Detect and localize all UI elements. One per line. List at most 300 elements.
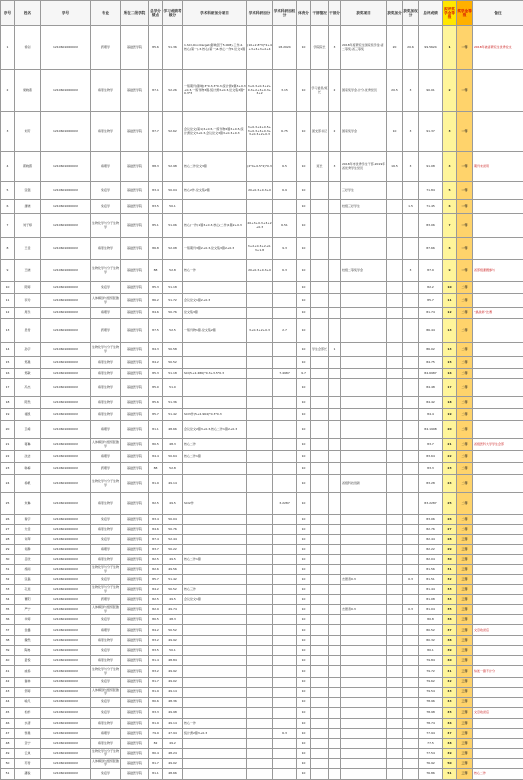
- table-cell: [329, 260, 341, 282]
- table-cell: 基础医学院: [121, 758, 149, 768]
- table-cell: [329, 409, 341, 421]
- table-cell: [247, 525, 273, 535]
- table-row: [1, 555, 523, 565]
- table-cell: 病原生物学: [91, 738, 121, 748]
- table-cell: [311, 565, 329, 575]
- table-cell: [273, 748, 297, 758]
- table-cell: 会议论文(第1)3+0.5,一般刊物2篇3+0.5,统计源论文3+0.3,会议论文3篇3+0.3+0.3: [183, 112, 247, 152]
- table-cell: 50.04: [163, 182, 183, 200]
- table-cell: 46: [443, 718, 457, 728]
- table-cell: [311, 615, 329, 625]
- table-cell: 三等: [457, 595, 473, 605]
- table-cell: [311, 605, 329, 615]
- table-cell: 12106010600XX: [41, 200, 91, 214]
- table-cell: [273, 397, 297, 409]
- table-cell: 三等: [457, 565, 473, 575]
- table-cell: [329, 625, 341, 636]
- table-cell: 91.37: [419, 112, 443, 152]
- table-cell: [403, 595, 419, 605]
- table-cell: 50.52: [163, 625, 183, 636]
- table-cell: [387, 748, 403, 758]
- table-cell: 50.76: [163, 308, 183, 319]
- table-cell: [403, 493, 419, 515]
- table-cell: 10: [297, 214, 311, 238]
- table-cell: 病原生物学: [91, 636, 121, 646]
- table-cell: 30: [443, 555, 457, 565]
- table-cell: [473, 515, 523, 525]
- table-cell: [387, 463, 403, 475]
- table-cell: [329, 475, 341, 493]
- table-cell: 一等: [457, 182, 473, 200]
- table-cell: [329, 636, 341, 646]
- col-header: 学术科研加分: [247, 1, 273, 26]
- table-cell: 10: [297, 575, 311, 585]
- table-cell: 99.5624: [419, 26, 443, 70]
- table-cell: 10: [297, 656, 311, 666]
- table-cell: 36: [1, 615, 15, 625]
- table-cell: 79.9: [149, 728, 163, 738]
- table-cell: [387, 357, 403, 369]
- table-cell: [341, 666, 387, 677]
- table-cell: 2018年被省研究生优秀论文: [473, 26, 523, 70]
- table-cell: 88.3: [149, 152, 163, 182]
- table-cell: 免疫学: [91, 575, 121, 585]
- table-cell: 2018年市优秀学生干部,2019年省优秀学生党员: [341, 152, 387, 182]
- table-cell: 52.62: [163, 112, 183, 152]
- table-cell: [273, 200, 297, 214]
- table-cell: [273, 615, 297, 625]
- table-cell: [473, 545, 523, 555]
- table-cell: [387, 687, 403, 697]
- table-cell: 1: [329, 343, 341, 357]
- table-cell: [341, 214, 387, 238]
- table-cell: 核心(一作)1篇3+0.3,核心(二作)1篇2+0.3: [183, 214, 247, 238]
- table-cell: [341, 515, 387, 525]
- table-row: [1, 343, 523, 357]
- table-cell: 二等: [457, 421, 473, 439]
- table-cell: 80.6: [149, 697, 163, 707]
- table-cell: (10+2.8*3)*2+4+3+3+3+2+4: [247, 26, 273, 70]
- table-cell: 17: [1, 379, 15, 397]
- table-cell: [473, 421, 523, 439]
- table-cell: 期刊未录用: [473, 152, 523, 182]
- table-cell: 9: [443, 260, 457, 282]
- table-cell: 三等: [457, 666, 473, 677]
- table-cell: [387, 319, 403, 343]
- table-cell: [183, 768, 247, 779]
- table-cell: [403, 421, 419, 439]
- table-cell: 沈洁: [15, 451, 41, 463]
- table-cell: 12106010600XX: [41, 545, 91, 555]
- table-cell: [273, 282, 297, 294]
- table-cell: 生物化学与分子生物学: [91, 260, 121, 282]
- table-cell: [473, 343, 523, 357]
- table-cell: [183, 656, 247, 666]
- table-cell: [183, 666, 247, 677]
- table-cell: [473, 738, 523, 748]
- table-cell: 81.1: [149, 768, 163, 779]
- col-header: 所在二级学院: [121, 1, 149, 26]
- table-cell: [403, 343, 419, 357]
- table-cell: 12106010600XX: [41, 238, 91, 260]
- table-cell: [403, 238, 419, 260]
- table-cell: 病原生物学: [91, 493, 121, 515]
- table-cell: 云岚: [15, 748, 41, 758]
- table-cell: [403, 697, 419, 707]
- table-cell: 三等: [457, 575, 473, 585]
- col-header: 干部情况: [311, 1, 329, 26]
- table-row: [1, 595, 523, 605]
- table-cell: 3: [1, 112, 15, 152]
- table-cell: [403, 615, 419, 625]
- table-cell: 基础医学院: [121, 677, 149, 687]
- table-cell: 84.48: [419, 379, 443, 397]
- table-cell: 二等: [457, 409, 473, 421]
- table-cell: 二等: [457, 379, 473, 397]
- table-cell: 51.72: [163, 294, 183, 308]
- table-cell: 基础医学院: [121, 421, 149, 439]
- table-cell: [247, 768, 273, 779]
- table-cell: 49: [1, 748, 15, 758]
- table-cell: [273, 636, 297, 646]
- table-row: [1, 718, 523, 728]
- table-cell: 会议论文1篇: [183, 595, 247, 605]
- table-cell: 药理学: [91, 463, 121, 475]
- table-cell: 1: [1, 26, 15, 70]
- table-cell: [473, 409, 523, 421]
- table-cell: [329, 728, 341, 738]
- table-cell: [403, 555, 419, 565]
- table-cell: 会议论文2篇3+0.3,核心二作1篇2+0.3: [183, 421, 247, 439]
- table-cell: [473, 585, 523, 595]
- table-cell: [341, 397, 387, 409]
- table-cell: [403, 439, 419, 451]
- table-cell: 基础医学院: [121, 319, 149, 343]
- table-cell: [329, 439, 341, 451]
- table-cell: 生物化学与分子生物学: [91, 748, 121, 758]
- table-cell: 77.94: [419, 728, 443, 738]
- table-cell: 84.2: [149, 625, 163, 636]
- table-cell: 0.3: [403, 605, 419, 615]
- table-cell: 10: [297, 200, 311, 214]
- table-row: [1, 636, 523, 646]
- table-cell: 51: [1, 768, 15, 779]
- table-cell: 7.4987: [273, 369, 297, 379]
- table-cell: [329, 535, 341, 545]
- table-cell: [473, 525, 523, 535]
- table-cell: 免疫学: [91, 282, 121, 294]
- table-cell: [183, 707, 247, 718]
- table-row: [1, 475, 523, 493]
- table-cell: [403, 656, 419, 666]
- table-cell: [387, 200, 403, 214]
- table-cell: 20.5: [387, 70, 403, 112]
- table-cell: [311, 515, 329, 525]
- table-cell: [473, 575, 523, 585]
- table-cell: 基础医学院: [121, 238, 149, 260]
- table-cell: 10: [297, 615, 311, 625]
- table-cell: [387, 636, 403, 646]
- table-cell: [403, 718, 419, 728]
- table-row: [1, 70, 523, 112]
- table-row: [1, 369, 523, 379]
- table-cell: [273, 595, 297, 605]
- table-cell: 基础医学院: [121, 555, 149, 565]
- table-cell: [183, 738, 247, 748]
- table-cell: [473, 748, 523, 758]
- table-cell: [403, 515, 419, 525]
- table-cell: 三等: [457, 605, 473, 615]
- table-cell: 曹阳: [15, 595, 41, 605]
- table-cell: 三等: [457, 656, 473, 666]
- table-cell: [387, 625, 403, 636]
- table-cell: [311, 379, 329, 397]
- table-cell: [247, 451, 273, 463]
- table-cell: 6.5: [273, 152, 297, 182]
- table-cell: 三好学生: [341, 182, 387, 200]
- table-row: [1, 575, 523, 585]
- table-cell: 人体解剖与组织胚胎学: [91, 294, 121, 308]
- col-header-highlight: 奖学金等级: [457, 1, 473, 26]
- table-cell: 12106010600XX: [41, 636, 91, 646]
- col-header: 学习成绩考核分: [163, 1, 183, 26]
- table-row: [1, 697, 523, 707]
- table-cell: 18.2024: [273, 26, 297, 70]
- table-cell: 免疫学: [91, 646, 121, 656]
- table-cell: 83.5: [149, 200, 163, 214]
- table-cell: [473, 677, 523, 687]
- table-body: [1, 26, 523, 780]
- table-cell: 病原生物学: [91, 379, 121, 397]
- table-cell: [273, 409, 297, 421]
- table-cell: [311, 463, 329, 475]
- table-row: [1, 397, 523, 409]
- table-cell: 10: [297, 535, 311, 545]
- table-cell: [329, 605, 341, 615]
- table-cell: 82: [149, 738, 163, 748]
- table-cell: 50.58: [163, 343, 183, 357]
- table-cell: [273, 421, 297, 439]
- table-row: [1, 525, 523, 535]
- table-cell: [273, 738, 297, 748]
- table-cell: 82.5: [149, 555, 163, 565]
- table-row: [1, 238, 523, 260]
- table-cell: 3.15: [273, 70, 297, 112]
- col-header: 体育分: [297, 1, 311, 26]
- table-cell: 10: [297, 282, 311, 294]
- table-cell: 42: [1, 677, 15, 687]
- table-cell: [387, 697, 403, 707]
- table-cell: 吕欣: [15, 555, 41, 565]
- table-cell: 12: [1, 308, 15, 319]
- table-cell: [341, 555, 387, 565]
- table-cell: 基础医学院: [121, 475, 149, 493]
- table-cell: 42: [443, 677, 457, 687]
- table-cell: 志愿者0.3: [341, 605, 387, 615]
- table-row: [1, 748, 523, 758]
- table-cell: 83.2287: [419, 493, 443, 515]
- table-cell: [473, 493, 523, 515]
- table-cell: [329, 397, 341, 409]
- table-cell: 孙宇: [15, 343, 41, 357]
- table-cell: 80.5: [149, 615, 163, 625]
- table-cell: [311, 493, 329, 515]
- table-cell: 周乐: [15, 308, 41, 319]
- table-cell: 5: [443, 182, 457, 200]
- table-cell: 10: [297, 70, 311, 112]
- table-cell: 基础医学院: [121, 585, 149, 595]
- table-cell: [403, 738, 419, 748]
- table-cell: 12106010600XX: [41, 656, 91, 666]
- table-cell: 10: [297, 319, 311, 343]
- table-row: [1, 379, 523, 397]
- table-cell: [387, 343, 403, 357]
- table-cell: [473, 238, 523, 260]
- table-cell: 陶冉: [15, 646, 41, 656]
- table-cell: [247, 493, 273, 515]
- table-cell: 84.4: [419, 409, 443, 421]
- table-cell: 82.5: [149, 493, 163, 515]
- table-cell: 10: [297, 475, 311, 493]
- table-cell: [329, 615, 341, 625]
- table-cell: [473, 718, 523, 728]
- table-cell: 47.94: [163, 728, 183, 738]
- table-cell: [311, 182, 329, 200]
- table-cell: 12106010600XX: [41, 646, 91, 656]
- table-cell: 12106010600XX: [41, 595, 91, 605]
- table-cell: 44: [1, 697, 15, 707]
- table-cell: [183, 515, 247, 525]
- table-cell: [273, 565, 297, 575]
- table-cell: 学生会部长: [311, 343, 329, 357]
- table-cell: [329, 421, 341, 439]
- table-cell: 12106010600XX: [41, 308, 91, 319]
- table-cell: 3+0.3+2+0.3: [247, 319, 273, 343]
- table-cell: 81.51: [419, 575, 443, 585]
- table-cell: 12106010600XX: [41, 707, 91, 718]
- table-cell: [247, 555, 273, 565]
- table-cell: 25: [443, 493, 457, 515]
- table-cell: [183, 646, 247, 656]
- table-cell: 83.5: [149, 646, 163, 656]
- table-cell: 27: [443, 525, 457, 535]
- table-cell: 80.5: [149, 439, 163, 451]
- table-cell: [329, 238, 341, 260]
- table-cell: [247, 748, 273, 758]
- table-cell: 49.14: [163, 687, 183, 697]
- table-cell: 16: [1, 369, 15, 379]
- table-cell: 一等: [457, 112, 473, 152]
- table-cell: 1.SCI,Oncotarget(影响因子5.008),工作,2.核心(第一),3.核心(第一)4.核心一作5.论文1篇: [183, 26, 247, 70]
- table-cell: 31: [443, 565, 457, 575]
- table-cell: [341, 379, 387, 397]
- table-cell: 基础医学院: [121, 200, 149, 214]
- table-row: [1, 565, 523, 575]
- table-cell: 10: [297, 697, 311, 707]
- table-cell: 48.3: [163, 615, 183, 625]
- table-cell: [329, 707, 341, 718]
- table-cell: 50.64: [163, 451, 183, 463]
- table-row: [1, 535, 523, 545]
- table-cell: 7: [443, 214, 457, 238]
- table-cell: 82.04: [419, 555, 443, 565]
- table-cell: [247, 545, 273, 555]
- table-cell: 51.18: [163, 282, 183, 294]
- table-cell: [473, 555, 523, 565]
- table-row: [1, 463, 523, 475]
- table-cell: [247, 738, 273, 748]
- table-cell: 12106010600XX: [41, 605, 91, 615]
- table-cell: [183, 605, 247, 615]
- table-cell: [387, 605, 403, 615]
- table-cell: [247, 728, 273, 738]
- table-cell: [183, 636, 247, 646]
- table-cell: [329, 214, 341, 238]
- table-cell: 2.7: [273, 319, 297, 343]
- col-header-highlight: 拟评奖学金等级: [443, 1, 457, 26]
- table-cell: 校级二等奖学金: [341, 260, 387, 282]
- table-cell: [311, 397, 329, 409]
- col-header: 专业: [91, 1, 121, 26]
- table-row: [1, 200, 523, 214]
- table-cell: [403, 214, 419, 238]
- table-cell: 统计源2篇3+0.3: [183, 728, 247, 738]
- table-cell: [329, 758, 341, 768]
- table-cell: 50.1: [163, 200, 183, 214]
- table-cell: 李玲: [15, 294, 41, 308]
- table-cell: [473, 214, 523, 238]
- table-row: [1, 493, 523, 515]
- table-cell: 12106010600XX: [41, 738, 91, 748]
- table-cell: [183, 475, 247, 493]
- table-cell: 82.44: [419, 535, 443, 545]
- table-cell: [311, 282, 329, 294]
- table-cell: [247, 282, 273, 294]
- table-cell: 87.7: [149, 112, 163, 152]
- table-row: [1, 585, 523, 595]
- table-cell: 2018年度研究生国家奖学金;省二等奖;省三等奖: [341, 26, 387, 70]
- table-cell: 核心二作1篇: [183, 451, 247, 463]
- table-cell: 孔瑶: [15, 585, 41, 595]
- table-cell: [183, 677, 247, 687]
- table-row: [1, 666, 523, 677]
- table-cell: 病原生物学: [91, 369, 121, 379]
- table-cell: 83.4: [149, 515, 163, 525]
- table-cell: 基础医学院: [121, 545, 149, 555]
- table-cell: [273, 545, 297, 555]
- table-cell: [329, 282, 341, 294]
- table-cell: 三等: [457, 646, 473, 656]
- table-cell: 学院院长: [311, 26, 329, 70]
- table-row: [1, 282, 523, 294]
- table-cell: [183, 565, 247, 575]
- table-cell: 17: [443, 379, 457, 397]
- table-row: [1, 646, 523, 656]
- table-cell: 10: [297, 555, 311, 565]
- table-cell: 蒋琳: [15, 439, 41, 451]
- table-cell: 85.1: [149, 214, 163, 238]
- table-cell: 77.5: [419, 738, 443, 748]
- table-cell: 13: [443, 319, 457, 343]
- table-cell: [403, 636, 419, 646]
- table-cell: [341, 646, 387, 656]
- table-cell: 11: [443, 294, 457, 308]
- table-cell: 38: [1, 636, 15, 646]
- table-cell: [387, 214, 403, 238]
- table-cell: 48.84: [163, 656, 183, 666]
- table-cell: 20: [443, 421, 457, 439]
- table-row: [1, 421, 523, 439]
